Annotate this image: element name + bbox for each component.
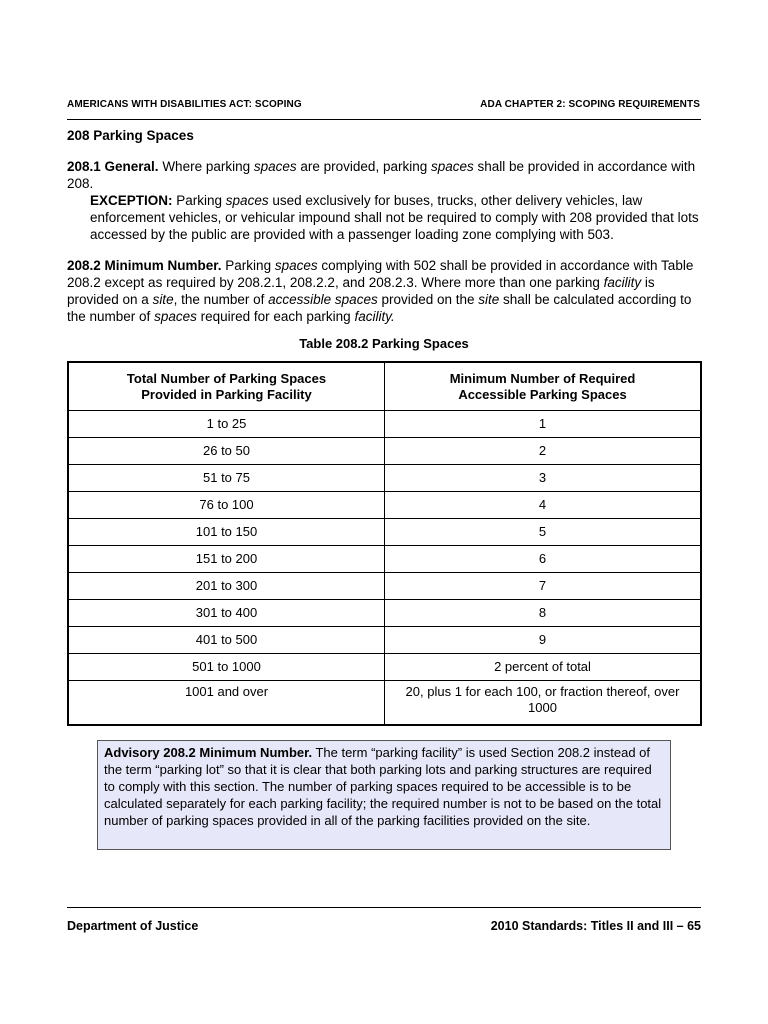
cell-required: 20, plus 1 for each 100, or fraction thereof, over 1000	[385, 681, 702, 726]
exception-paragraph	[90, 192, 702, 243]
cell-total: 301 to 400	[68, 600, 385, 627]
defined-term: spaces	[225, 193, 269, 208]
table-row	[68, 492, 701, 519]
cell-total: 401 to 500	[68, 627, 385, 654]
cell-required: 1	[385, 411, 702, 438]
defined-term: spaces	[253, 159, 297, 174]
running-header-left: AMERICANS WITH DISABILITIES ACT: SCOPING	[67, 99, 302, 110]
cell-required: 2	[385, 438, 702, 465]
header-rule	[67, 119, 701, 120]
defined-term: spaces	[430, 159, 474, 174]
column-header-required	[385, 362, 702, 411]
defined-term: site	[152, 292, 174, 307]
column-header-line: Accessible Parking Spaces	[458, 386, 627, 402]
column-header-line: Minimum Number of Required	[449, 370, 636, 386]
column-header-line: Provided in Parking Facility	[141, 386, 312, 402]
table-header-row	[68, 362, 701, 411]
table-row	[68, 546, 701, 573]
minimum-text: , the number of	[173, 292, 269, 307]
general-label: 208.1 General.	[67, 159, 159, 174]
table-row	[68, 654, 701, 681]
table-row	[68, 600, 701, 627]
table-row	[68, 573, 701, 600]
table-row	[68, 465, 701, 492]
table-row	[68, 438, 701, 465]
cell-total: 151 to 200	[68, 546, 385, 573]
footer-left: Department of Justice	[67, 919, 199, 933]
minimum-text: is provided on a	[67, 275, 655, 307]
table-caption: Table 208.2 Parking Spaces	[299, 336, 469, 351]
cell-total: 1001 and over	[68, 681, 385, 726]
minimum-text: provided on the	[377, 292, 479, 307]
cell-required: 2 percent of total	[385, 654, 702, 681]
cell-total: 101 to 150	[68, 519, 385, 546]
general-text: shall be provided in accordance with 208.	[67, 159, 696, 191]
cell-total: 76 to 100	[68, 492, 385, 519]
column-header-total	[68, 362, 385, 411]
defined-term: site	[478, 292, 500, 307]
cell-total: 501 to 1000	[68, 654, 385, 681]
cell-required: 8	[385, 600, 702, 627]
defined-term: facility	[603, 275, 642, 290]
defined-term: spaces	[154, 309, 197, 324]
minimum-text: complying with 502 shall be provided in accordance with Table 208.2 except as required by 208.2.1, 208.2.2, and 208.2.3. Where more than one parking	[67, 258, 694, 290]
minimum-text: shall be calculated according to the number of	[67, 292, 692, 324]
general-text: Where parking	[158, 159, 254, 174]
footer-right: 2010 Standards: Titles II and III – 65	[490, 919, 701, 933]
cell-required: 5	[385, 519, 702, 546]
defined-term: accessible spaces	[268, 292, 378, 307]
running-header-right: ADA CHAPTER 2: SCOPING REQUIREMENTS	[480, 99, 700, 110]
footer-rule	[67, 907, 701, 908]
cell-required: 3	[385, 465, 702, 492]
table-row	[68, 411, 701, 438]
exception-text: Parking	[172, 193, 226, 208]
cell-required: 9	[385, 627, 702, 654]
defined-term: spaces	[274, 258, 318, 273]
cell-total: 26 to 50	[68, 438, 385, 465]
defined-term: facility.	[354, 309, 395, 324]
minimum-text: Parking	[221, 258, 275, 273]
cell-required: 6	[385, 546, 702, 573]
column-header-line: Total Number of Parking Spaces	[126, 370, 327, 386]
exception-label: EXCEPTION:	[90, 193, 173, 208]
cell-required: 4	[385, 492, 702, 519]
cell-total: 51 to 75	[68, 465, 385, 492]
parking-spaces-table	[67, 361, 702, 726]
minimum-text: required for each parking	[196, 309, 355, 324]
cell-total: 201 to 300	[68, 573, 385, 600]
table-row	[68, 627, 701, 654]
section-title: 208 Parking Spaces	[67, 128, 194, 143]
cell-total: 1 to 25	[68, 411, 385, 438]
table-row	[68, 681, 701, 726]
general-paragraph	[67, 158, 701, 192]
cell-required: 7	[385, 573, 702, 600]
advisory-box	[97, 740, 671, 850]
advisory-label: Advisory 208.2 Minimum Number.	[104, 745, 313, 760]
advisory-text: The term “parking facility” is used Section 208.2 instead of the term “parking lot” so that it is clear that both parking lots and parking structures are required to comply with this section. The number of parking spaces required to be accessible is to be calculated separately for each parking facility; the required number is not to be based on the total number of parking spaces provided in all of the parking facilities provided on the site.	[104, 745, 662, 828]
table-row	[68, 519, 701, 546]
minimum-number-label: 208.2 Minimum Number.	[67, 258, 222, 273]
minimum-number-paragraph	[67, 257, 701, 325]
general-text: are provided, parking	[296, 159, 431, 174]
exception-text: used exclusively for buses, trucks, other delivery vehicles, law enforcement vehicles, or vehicular impound shall not be required to comply with 208 provided that lots accessed by the public are provided with a passenger loading zone complying with 503.	[90, 193, 699, 242]
